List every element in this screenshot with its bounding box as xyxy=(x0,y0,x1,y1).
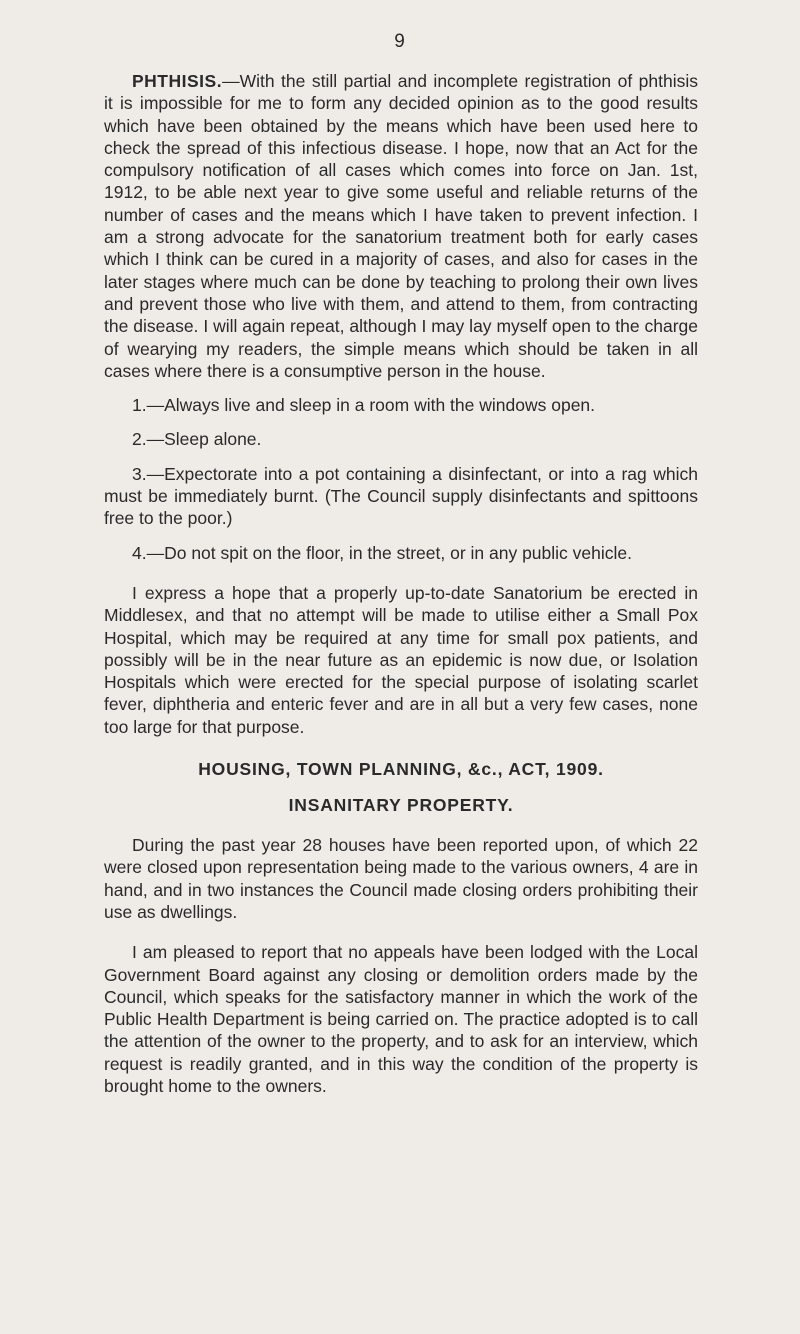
housing-paragraph: I am pleased to report that no appeals have been lodged with the Local Government Board against any closing or demolition orders made by the Council, which speaks for the satisfactory manner in which the work of the Public Health Department is being carried on. The practice adopted is to call the attention of the owner to the property, and to ask for an interview, which request is readily granted, and in this way the condition of the property is brought home to the owners. xyxy=(104,942,698,1096)
phthisis-heading: PHTHISIS. xyxy=(132,71,223,91)
phthisis-intro-text: —With the still partial and incomplete registration of phthisis it is impossible for me to form any decided opinion as to the good results which have been obtained by the means which have been used here to check the spread of this infectious disease. I hope, now that an Act for the compulsory notification of all cases which comes into force on Jan. 1st, 1912, to be able next year to give some useful and reliable returns of the number of cases and the means which I have taken to prevent infection. I am a strong advocate for the sanatorium treatment both for early cases which I think can be cured in a majority of cases, and also for cases in the later stages where much can be done by teaching to prolong their own lives and prevent those who live with them, and attend to them, from contracting the disease. I will again repeat, although I may lay myself open to the charge of wearying my readers, the simple means which should be taken in all cases where there is a consumptive person in the house. xyxy=(104,71,698,381)
document-body xyxy=(104,70,698,1097)
rule-item: 1.—Always live and sleep in a room with the windows open. xyxy=(132,395,596,416)
rule-item: 3.—Expectorate into a pot containing a disinfectant, or into a rag which must be immediately burnt. (The Council supply disinfectants and spittoons free to the poor.) xyxy=(104,463,698,529)
page-number: 9 xyxy=(394,31,406,52)
housing-paragraph: During the past year 28 houses have been reported upon, of which 22 were closed upon representation being made to the various owners, 4 are in hand, and in two instances the Council made closing orders prohibiting their use as dwellings. xyxy=(104,835,698,922)
rule-item: 4.—Do not spit on the floor, in the street, or in any public vehicle. xyxy=(132,542,632,563)
housing-act-heading: HOUSING, TOWN PLANNING, &c., ACT, 1909. xyxy=(198,759,604,780)
rule-item: 2.—Sleep alone. xyxy=(132,429,262,450)
sanatorium-paragraph: I express a hope that a properly up-to-date Sanatorium be erected in Middlesex, and that no attempt will be made to utilise either a Small Pox Hospital, which may be required at any time for small pox patients, and possibly will be in the near future as an epidemic is now due, or Isolation Hospitals which were erected for the special purpose of isolating scarlet fever, diphtheria and enteric fever and are in all but a very few cases, none too large for that purpose. xyxy=(104,582,698,737)
phthisis-paragraph xyxy=(104,70,698,382)
insanitary-property-heading: INSANITARY PROPERTY. xyxy=(288,795,514,816)
